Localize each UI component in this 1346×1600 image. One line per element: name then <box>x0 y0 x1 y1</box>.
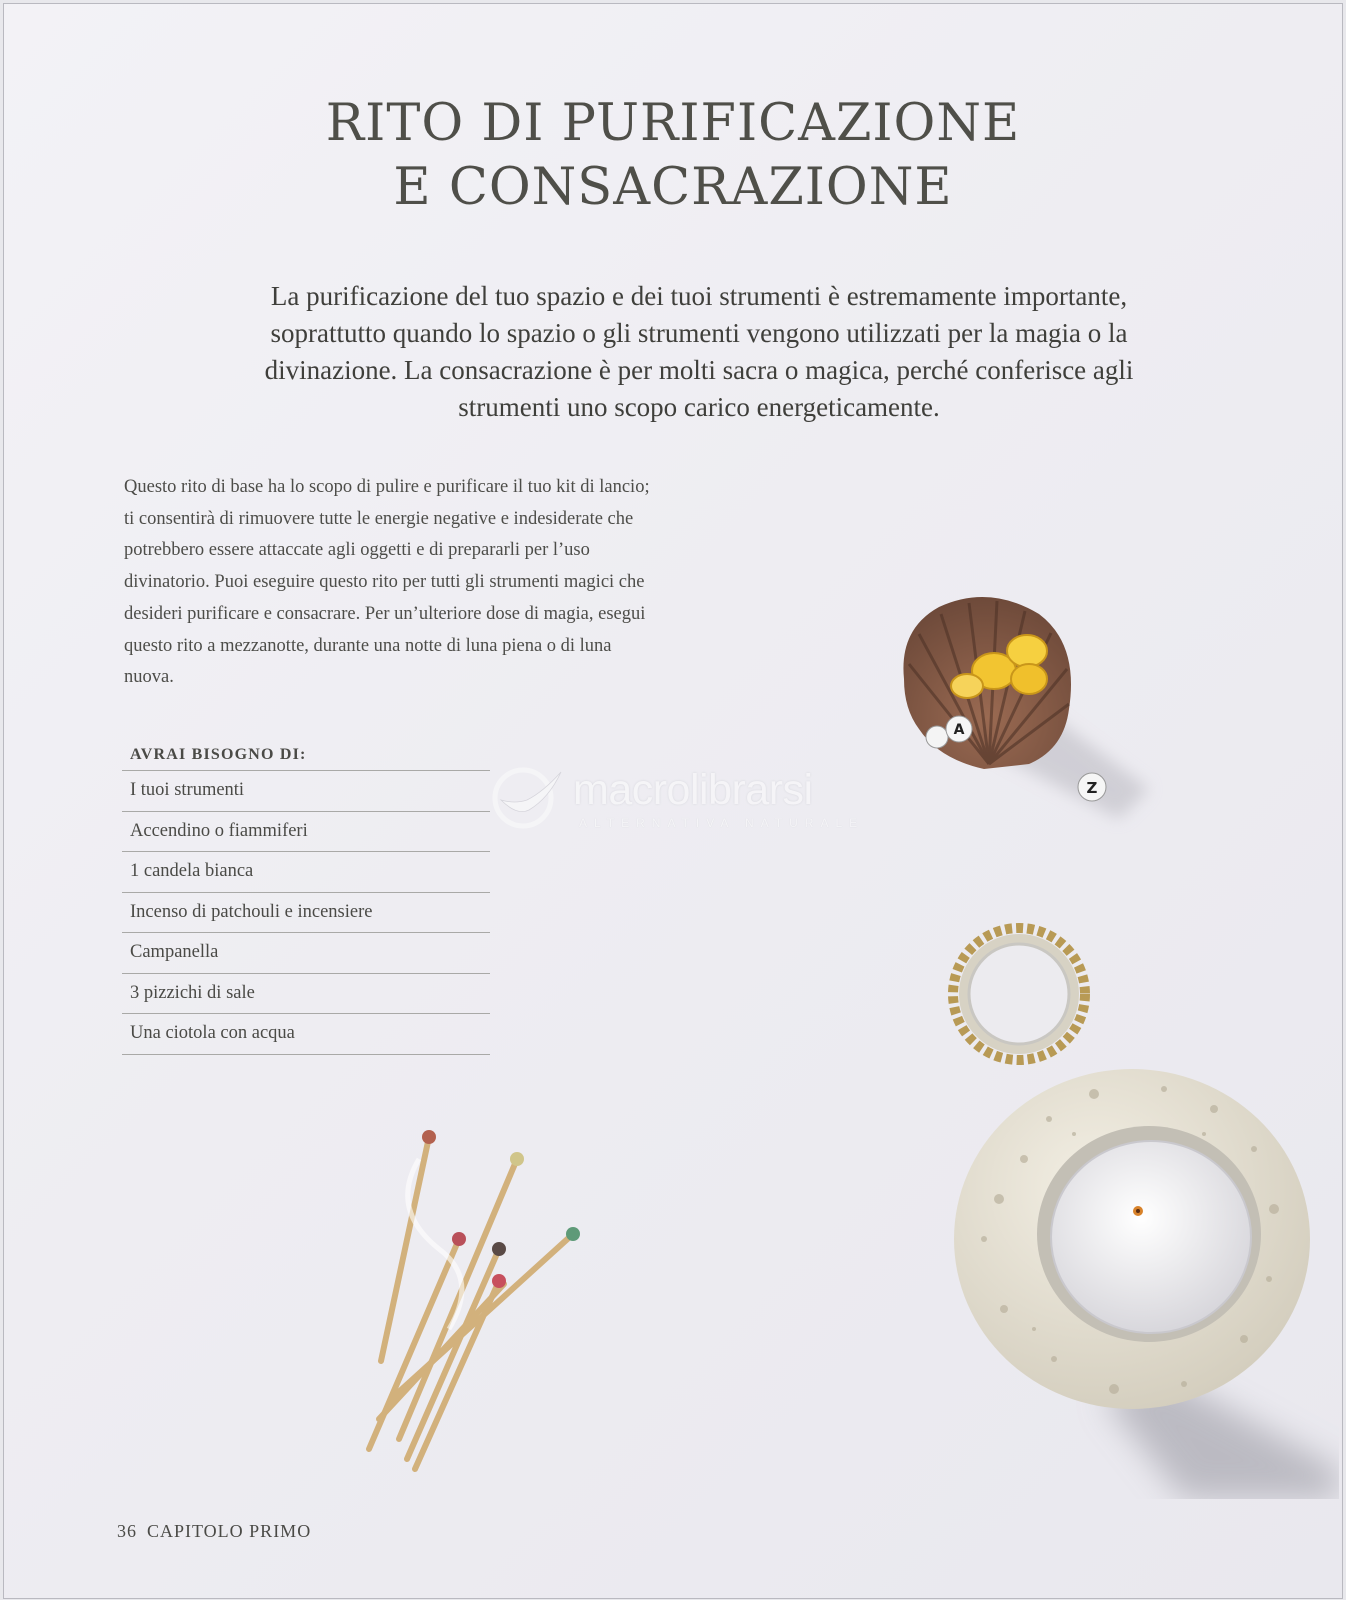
book-page <box>3 3 1343 1599</box>
watermark <box>487 766 887 836</box>
list-item: I tuoi strumenti <box>122 771 490 812</box>
die-letter-a: A <box>953 722 965 738</box>
watermark-tagline: ALTERNATIVA NATURALE <box>579 816 865 830</box>
body-paragraph: Questo rito di base ha lo scopo di pulire e purificare il tuo kit di lancio; ti consentirà di rimuovere tutte le energie negative e indesiderate che potrebbero essere attaccate agli oggetti e di prepararli per l’uso divinatorio. Puoi eseguire questo rito per tutti gli strumenti magici che desideri purificare e consacrare. Per un’ulteriore dose di magia, esegui questo rito a mezzanotte, durante una notte di luna piena o di luna nuova. <box>124 477 650 688</box>
title-line-2: E CONSACRAZIONE <box>393 158 953 217</box>
list-item: Una ciotola con acqua <box>122 1014 490 1055</box>
list-item: Accendino o fiammiferi <box>122 812 490 853</box>
scallop-shell-photo <box>879 589 1189 879</box>
materials-list <box>122 746 490 1055</box>
title-line-1: RITO DI PURIFICAZIONE <box>325 94 1021 153</box>
page-title <box>4 92 1342 220</box>
page-footer <box>117 1521 311 1542</box>
list-item: Campanella <box>122 933 490 974</box>
tealight-candle-photo <box>954 1039 1339 1499</box>
chapter-name: CAPITOLO PRIMO <box>147 1521 312 1541</box>
intro-paragraph: La purificazione del tuo spazio e dei tuoi strumenti è estremamente importante, soprattutto quando lo spazio o gli strumenti vengono utilizzati per la magia o la divinazione. La consacrazione è per molti sacra o magica, perché conferisce agli strumenti uno scopo carico energeticamente. <box>264 281 1134 422</box>
list-item: 1 candela bianca <box>122 852 490 893</box>
matches-photo <box>359 1119 599 1479</box>
list-item: Incenso di patchouli e incensiere <box>122 893 490 934</box>
leaf-logo-icon <box>487 766 569 830</box>
die-letter-z: Z <box>1086 779 1098 797</box>
list-item: 3 pizzichi di sale <box>122 974 490 1015</box>
page-number: 36 <box>117 1521 137 1541</box>
materials-heading: AVRAI BISOGNO DI: <box>122 746 490 771</box>
materials-items <box>122 771 490 1055</box>
watermark-name: macrolibrarsi <box>573 766 813 814</box>
